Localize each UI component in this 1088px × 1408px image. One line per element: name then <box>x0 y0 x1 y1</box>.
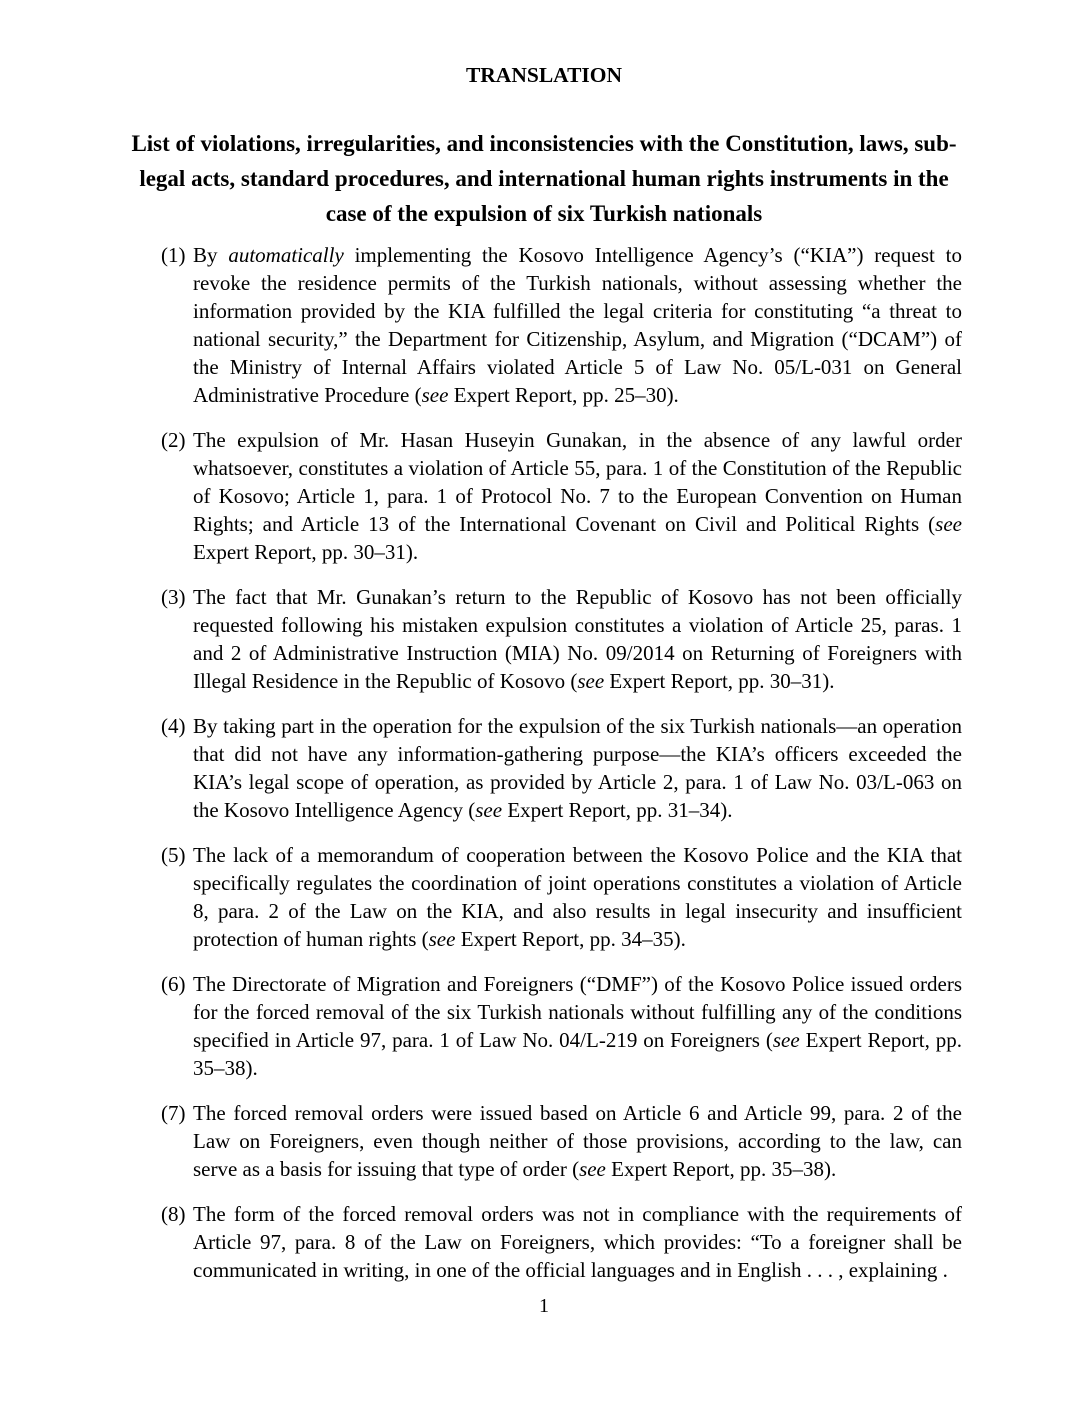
item-text: The form of the forced removal orders was not in compliance with the requirements of Article 97, para. 8 of the Law on Foreigners, which provides: “To a foreigner shall be communicated in writing, in one of the official languages and in English . . . , explaining . <box>193 1202 962 1282</box>
list-item <box>128 712 962 824</box>
item-number: (6) <box>161 972 186 996</box>
list-item <box>128 1200 962 1284</box>
item-text: The Directorate of Migration and Foreigners (“DMF”) of the Kosovo Police issued orders for the forced removal of the six Turkish nationals without fulfilling any of the conditions specified in Article 97, para. 1 of Law No. 04/L-219 on Foreigners (see Expert Report, pp. 35–38). <box>193 972 962 1080</box>
item-number: (7) <box>161 1101 186 1125</box>
document-title <box>0 126 1088 231</box>
item-number: (3) <box>161 585 186 609</box>
violations-list <box>128 241 962 1284</box>
title-line-3: case of the expulsion of six Turkish nationals <box>325 201 763 226</box>
list-item <box>128 841 962 953</box>
item-text: The lack of a memorandum of cooperation between the Kosovo Police and the KIA that specifically regulates the coordination of joint operations constitutes a violation of Article 8, para. 2 of the Law on the KIA, and also results in legal insecurity and insufficient protection of human rights (see Expert Report, pp. 34–35). <box>193 843 962 951</box>
item-number: (5) <box>161 843 186 867</box>
item-text: The expulsion of Mr. Hasan Huseyin Gunakan, in the absence of any lawful order whatsoever, constitutes a violation of Article 55, para. 1 of the Constitution of the Republic of Kosovo; Article 1, para. 1 of Protocol No. 7 to the European Convention on Human Rights; and Article 13 of the International Covenant on Civil and Political Rights (see Expert Report, pp. 30–31). <box>193 428 962 564</box>
item-text: The fact that Mr. Gunakan’s return to the Republic of Kosovo has not been officially requested following his mistaken expulsion constitutes a violation of Article 25, paras. 1 and 2 of Administrative Instruction (MIA) No. 09/2014 on Returning of Foreigners with Illegal Residence in the Republic of Kosovo (see Expert Report, pp. 30–31). <box>193 585 962 693</box>
list-item <box>128 1099 962 1183</box>
item-number: (2) <box>161 428 186 452</box>
list-item <box>128 241 962 409</box>
list-item <box>128 970 962 1082</box>
item-text: The forced removal orders were issued based on Article 6 and Article 99, para. 2 of the Law on Foreigners, even though neither of those provisions, according to the law, can serve as a basis for issuing that type of order (see Expert Report, pp. 35–38). <box>193 1101 962 1181</box>
item-text: By automatically implementing the Kosovo Intelligence Agency’s (“KIA”) request to revoke the residence permits of the Turkish nationals, without assessing whether the information provided by the KIA fulfilled the legal criteria for constituting “a threat to national security,” the Department for Citizenship, Asylum, and Migration (“DCAM”) of the Ministry of Internal Affairs violated Article 5 of Law No. 05/L-031 on General Administrative Procedure (see Expert Report, pp. 25–30). <box>193 243 962 407</box>
item-number: (1) <box>161 243 186 267</box>
item-number: (8) <box>161 1202 186 1226</box>
page-number: 1 <box>539 1295 549 1317</box>
title-line-1: List of violations, irregularities, and inconsistencies with the Constitution, laws, sub- <box>131 131 957 156</box>
translation-header: TRANSLATION <box>465 63 623 87</box>
list-item <box>128 426 962 566</box>
list-item <box>128 583 962 695</box>
title-line-2: legal acts, standard procedures, and international human rights instruments in the <box>139 166 949 191</box>
item-text: By taking part in the operation for the expulsion of the six Turkish nationals—an operation that did not have any information-gathering purpose—the KIA’s officers exceeded the KIA’s legal scope of operation, as provided by Article 2, para. 1 of Law No. 03/L-063 on the Kosovo Intelligence Agency (see Expert Report, pp. 31–34). <box>193 714 962 822</box>
item-number: (4) <box>161 714 186 738</box>
